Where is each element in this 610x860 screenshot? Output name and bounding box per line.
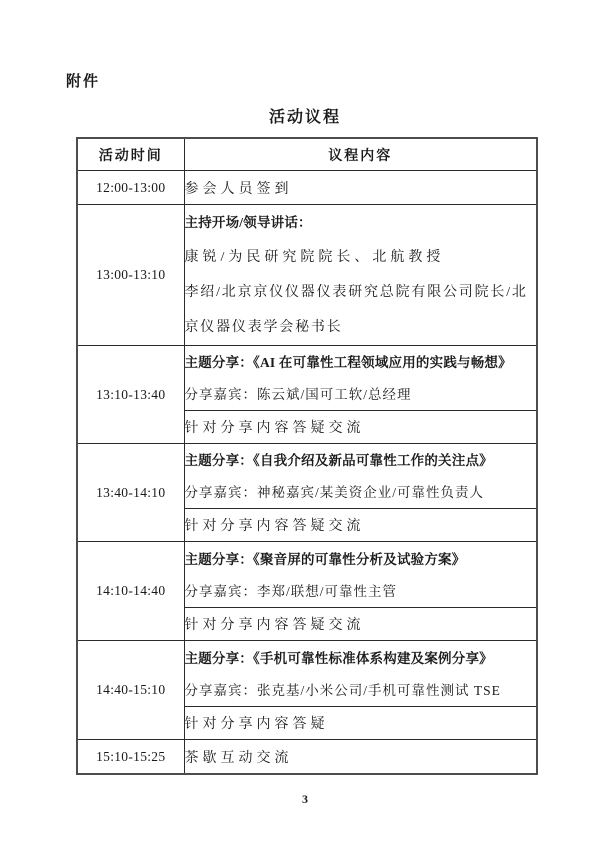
- agenda-row-teabreak: [77, 740, 537, 775]
- table-header-row: [77, 138, 537, 171]
- session-speaker: 康锐/为民研究院院长、北航教授: [184, 250, 445, 265]
- session-qa: 针对分享内容答疑交流: [184, 411, 537, 444]
- agenda-row-session2: [77, 444, 537, 509]
- time-cell: 14:40-15:10: [77, 641, 184, 740]
- page-number: 3: [302, 792, 308, 806]
- time-cell: 13:40-14:10: [77, 444, 184, 542]
- session-guest: 分享嘉宾：李郑/联想/可靠性主管: [184, 583, 398, 599]
- content-cell: 参会人员签到: [184, 171, 537, 205]
- session-guest: 分享嘉宾：陈云斌/国可工软/总经理: [184, 387, 412, 402]
- session-heading: 主题分享：《手机可靠性标准体系构建及案例分享》: [184, 650, 493, 666]
- content-cell: [184, 641, 537, 707]
- session-heading: 主题分享：《自我介绍及新品可靠性工作的关注点》: [184, 453, 493, 468]
- time-cell: 12:00-13:00: [77, 171, 184, 205]
- agenda-table: [76, 137, 538, 775]
- page-title: 活动议程: [268, 109, 341, 126]
- session-guest: 分享嘉宾：神秘嘉宾/某美资企业/可靠性负责人: [184, 485, 485, 500]
- content-cell: [184, 205, 537, 346]
- agenda-row-session4: [77, 641, 537, 707]
- col-header-content: 议程内容: [184, 138, 537, 171]
- time-cell: 13:10-13:40: [77, 346, 184, 444]
- time-cell: 13:00-13:10: [77, 205, 184, 346]
- content-cell: [184, 346, 537, 411]
- content-cell: [184, 444, 537, 509]
- session-qa: 针对分享内容答疑交流: [184, 509, 537, 542]
- agenda-row-session1: [77, 346, 537, 411]
- time-cell: 15:10-15:25: [77, 740, 184, 775]
- session-guest: 分享嘉宾：张克基/小米公司/手机可靠性测试 TSE: [184, 682, 501, 698]
- col-header-time: 活动时间: [77, 138, 184, 171]
- session-heading: 主持开场/领导讲话：: [184, 215, 312, 230]
- session-qa: 针对分享内容答疑交流: [184, 608, 537, 641]
- session-speaker: 李绍/北京京仪仪器仪表研究总院有限公司院长/北京仪器仪表学会秘书长: [184, 285, 528, 335]
- attachment-label: 附件: [66, 74, 101, 90]
- agenda-row-signin: [77, 171, 537, 205]
- session-heading: 主题分享：《AI 在可靠性工程领域应用的实践与畅想》: [184, 355, 512, 370]
- content-cell: [184, 542, 537, 608]
- agenda-row-session3: [77, 542, 537, 608]
- time-cell: 14:10-14:40: [77, 542, 184, 641]
- session-heading: 主题分享：《聚音屏的可靠性分析及试验方案》: [184, 551, 466, 567]
- content-cell: 茶歇互动交流: [184, 740, 537, 775]
- agenda-row-opening: [77, 205, 537, 346]
- session-qa: 针对分享内容答疑: [184, 707, 537, 740]
